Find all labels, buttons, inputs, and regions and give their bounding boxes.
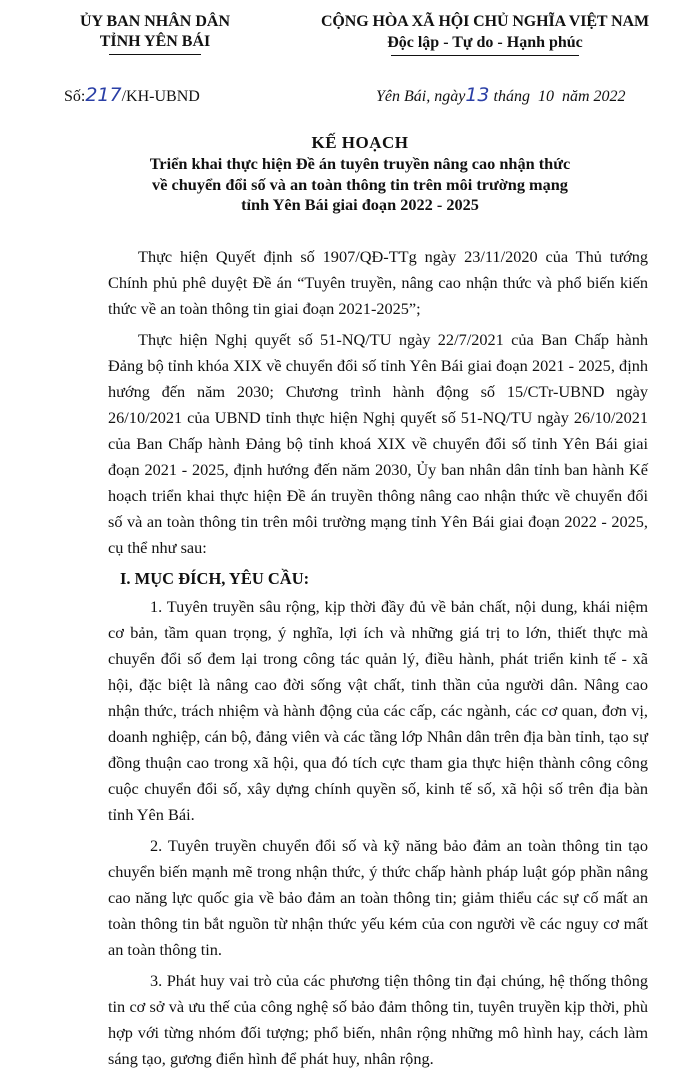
paragraph-legal-basis-1: Thực hiện Quyết định số 1907/QĐ-TTg ngày 23/11/2020 của Thủ tướng Chính phủ phê duyệt Đề án “Tuyên truyền, nâng cao nhận thức và phổ biến kiến thức về an toàn thông tin giai đoạn 2021-2025”;	[108, 247, 648, 318]
doc-no-suffix: /KH-UBND	[121, 88, 200, 105]
document-header	[0, 12, 700, 82]
agency-line-1: ỦY BAN NHÂN DÂN	[79, 13, 231, 30]
document-date	[376, 84, 626, 106]
national-motto	[295, 12, 675, 56]
nation-motto: Độc lập - Tự do - Hạnh phúc	[387, 34, 583, 51]
document-subtitle-3: tỉnh Yên Bái giai đoạn 2022 - 2025	[241, 195, 479, 214]
date-day-handwritten: 13	[465, 84, 490, 106]
nation-name: CỘNG HÒA XÃ HỘI CHỦ NGHĨA VIỆT NAM	[320, 13, 650, 30]
list-item-3: 3. Phát huy vai trò của các phương tiện thông tin đại chúng, hệ thống thông tin cơ sở và ưu thế của công nghệ số bảo đảm thông tin, tuyên truyền kịp thời, phù hợp với từng nhóm đối tượng; phổ biến, nhân rộng những mô hình hay, cách làm sáng tạo, gương điển hình để phát huy, nhân rộng.	[108, 971, 648, 1068]
document-title-block	[60, 132, 660, 216]
document-subtitle-2: về chuyển đổi số và an toàn thông tin trên môi trường mạng	[152, 174, 568, 194]
list-item-1: 1. Tuyên truyền sâu rộng, kịp thời đầy đủ về bản chất, nội dung, khái niệm cơ bản, tầm quan trọng, ý nghĩa, lợi ích và những giá trị to lớn, thiết thực mà chuyển đổi số đem lại trong công tác quản lý, điều hành, phát triển kinh tế - xã hội, đặc biệt là nâng cao đời sống vật chất, tinh thần của người dân. Nâng cao nhận thức, trách nhiệm và hành động của các cấp, các ngành, các cơ quan, đơn vị, doanh nghiệp, cán bộ, đảng viên và các tầng lớp Nhân dân trên địa bàn tỉnh, tạo sự đồng thuận cao trong xã hội, qua đó tích cực tham gia thực hiện thành công công cuộc chuyển đổi số, xây dựng chính quyền số, kinh tế số, xã hội số trên địa bàn tỉnh Yên Bái.	[108, 597, 648, 824]
motto-underline	[391, 55, 579, 56]
paragraph-legal-basis-2: Thực hiện Nghị quyết số 51-NQ/TU ngày 22/7/2021 của Ban Chấp hành Đảng bộ tỉnh khóa XIX về chuyển đổi số tỉnh Yên Bái giai đoạn 2021 - 2025, định hướng đến năm 2030; Chương trình hành động số 15/CTr-UBND ngày 26/10/2021 của UBND tỉnh thực hiện Nghị quyết số 51-NQ/TU ngày 26/10/2021 của Ban Chấp hành Đảng bộ tỉnh khoá XIX về chuyển đổi số tỉnh Yên Bái giai đoạn 2021 - 2025, định hướng đến năm 2030, Ủy ban nhân dân tỉnh ban hành Kế hoạch triển khai thực hiện Đề án truyền thông nâng cao nhận thức về chuyển đổi số và an toàn thông tin trên môi trường mạng tỉnh Yên Bái giai đoạn 2022 - 2025, cụ thể như sau:	[108, 330, 648, 557]
document-body	[108, 244, 648, 1077]
document-subtitle-1: Triển khai thực hiện Đề án tuyên truyền nâng cao nhận thức	[149, 154, 571, 173]
doc-no-handwritten: 217	[85, 84, 122, 106]
section-heading-1: I. MỤC ĐÍCH, YÊU CẦU:	[120, 569, 310, 588]
date-prefix: Yên Bái, ngày	[376, 88, 466, 105]
issuing-agency	[50, 12, 260, 55]
agency-line-2: TỈNH YÊN BÁI	[99, 33, 211, 50]
doc-no-prefix: Số:	[64, 88, 86, 105]
agency-underline	[109, 54, 201, 55]
document-number	[64, 84, 200, 106]
list-item-2: 2. Tuyên truyền chuyển đổi số và kỹ năng bảo đảm an toàn thông tin tạo chuyển biến mạnh mẽ trong nhận thức, ý thức chấp hành pháp luật góp phần nâng cao năng lực quốc gia về bảo đảm an toàn thông tin; giảm thiểu các sự cố mất an toàn thông tin bắt nguồn từ nhận thức yếu kém của con người về các nguy cơ mất an toàn thông tin.	[108, 836, 648, 959]
document-title: KẾ HOẠCH	[311, 133, 409, 152]
date-suffix: tháng 10 năm 2022	[493, 88, 626, 105]
document-meta	[0, 80, 700, 108]
